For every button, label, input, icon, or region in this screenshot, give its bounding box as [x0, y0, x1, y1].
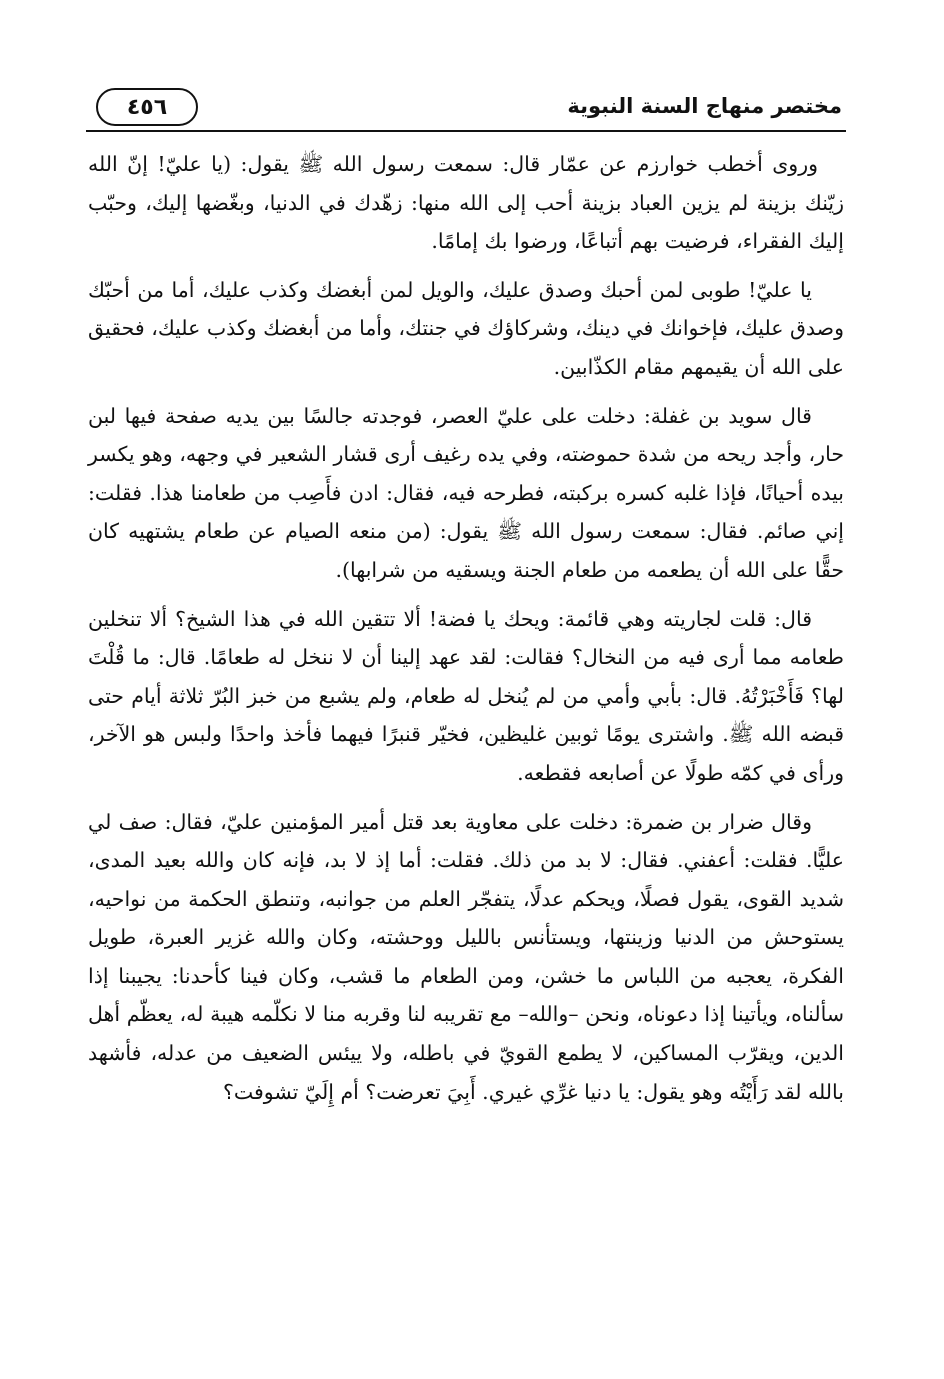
- paragraph: وروى أخطب خوارزم عن عمّار قال: سمعت رسول الله ﷺ يقول: (يا عليّ! إنّ الله زيّنك بزينة لم يزين العباد بزينة أحب إلى الله منها: زهّدك في الدنيا، وبغّضها إليك، وحبّب إليك الفقراء، فرضيت بهم أتباعًا، ورضوا بك إمامًا.: [88, 152, 844, 254]
- paragraph: قال: قلت لجاريته وهي قائمة: ويحك يا فضة! ألا تتقين الله في هذا الشيخ؟ ألا تنخلين طعامه مما أرى فيه من النخال؟ فقالت: لقد عهد إلينا أن لا ننخل له طعامًا. قال: ما قُلْتَ لها؟ فَأَخْبَرْتُهُ. قال: بأبي وأمي من لم يُنخل له طعام، ولم يشبع من خبز البُرّ ثلاثة أيام حتى قبضه الله ﷺ. واشترى يومًا ثوبين غليظين، فخيّر قنبرًا فيهما فأخذ واحدًا ولبس هو الآخر، ورأى في كمّه طولًا عن أصابعه فقطعه.: [88, 606, 844, 785]
- paragraph: يا عليّ! طوبى لمن أحبك وصدق عليك، والويل لمن أبغضك وكذب عليك، أما من أحبّك وصدق عليك، فإخوانك في دينك، وشركاؤك في جنتك، وأما من أبغضك وكذب عليك، فحقيق على الله أن يقيمهم مقام الكذّابين.: [88, 277, 844, 379]
- running-title: مختصر منهاج السنة النبوية: [567, 94, 842, 118]
- body-text: [88, 145, 844, 1121]
- page-header: [86, 84, 846, 132]
- paragraph: وقال ضرار بن ضمرة: دخلت على معاوية بعد قتل أمير المؤمنين عليّ، فقال: صف لي عليًّا. فقلت: أعفني. فقال: لا بد من ذلك. فقلت: أما إذ لا بد، فإنه كان والله بعيد المدى، شديد القوى، يقول فصلًا، ويحكم عدلًا، يتفجّر العلم من جوانبه، وتنطق الحكمة من نواحيه، يستوحش من الدنيا وزينتها، ويستأنس بالليل ووحشته، وكان والله غزير العبرة، طويل الفكرة، يعجبه من اللباس ما خشن، ومن الطعام ما قشب، وكان فينا كأحدنا: يجيبنا إذا سألناه، ويأتينا إذا دعوناه، ونحن –والله– مع تقريبه لنا وقربه منا لا نكلّمه هيبة له، يعظّم أهل الدين، ويقرّب المساكين، لا يطمع القويّ في باطله، ولا ييئس الضعيف من عدله، فأشهد بالله لقد رَأَيْتُه وهو يقول: يا دنيا غرِّي غيري. أَبِيَ تعرضت؟ أم إِلَيّ تشوفت؟: [88, 809, 844, 1104]
- header-rule: [86, 130, 846, 132]
- paragraph: قال سويد بن غفلة: دخلت على عليّ العصر، فوجدته جالسًا بين يديه صفحة فيها لبن حار، وأجد ريحه من شدة حموضته، وفي يده رغيف أرى قشار الشعير في وجهه، وهو يكسر بيده أحيانًا، فإذا غلبه كسره بركبته، فطرحه فيه، فقال: ادن فأَصِب من طعامنا هذا. فقلت: إني صائم. فقال: سمعت رسول الله ﷺ يقول: (من منعه الصيام عن طعام يشتهيه كان حقًّا على الله أن يطعمه من طعام الجنة ويسقيه من شرابها).: [88, 403, 844, 582]
- page-number: ٤٥٦: [96, 88, 198, 126]
